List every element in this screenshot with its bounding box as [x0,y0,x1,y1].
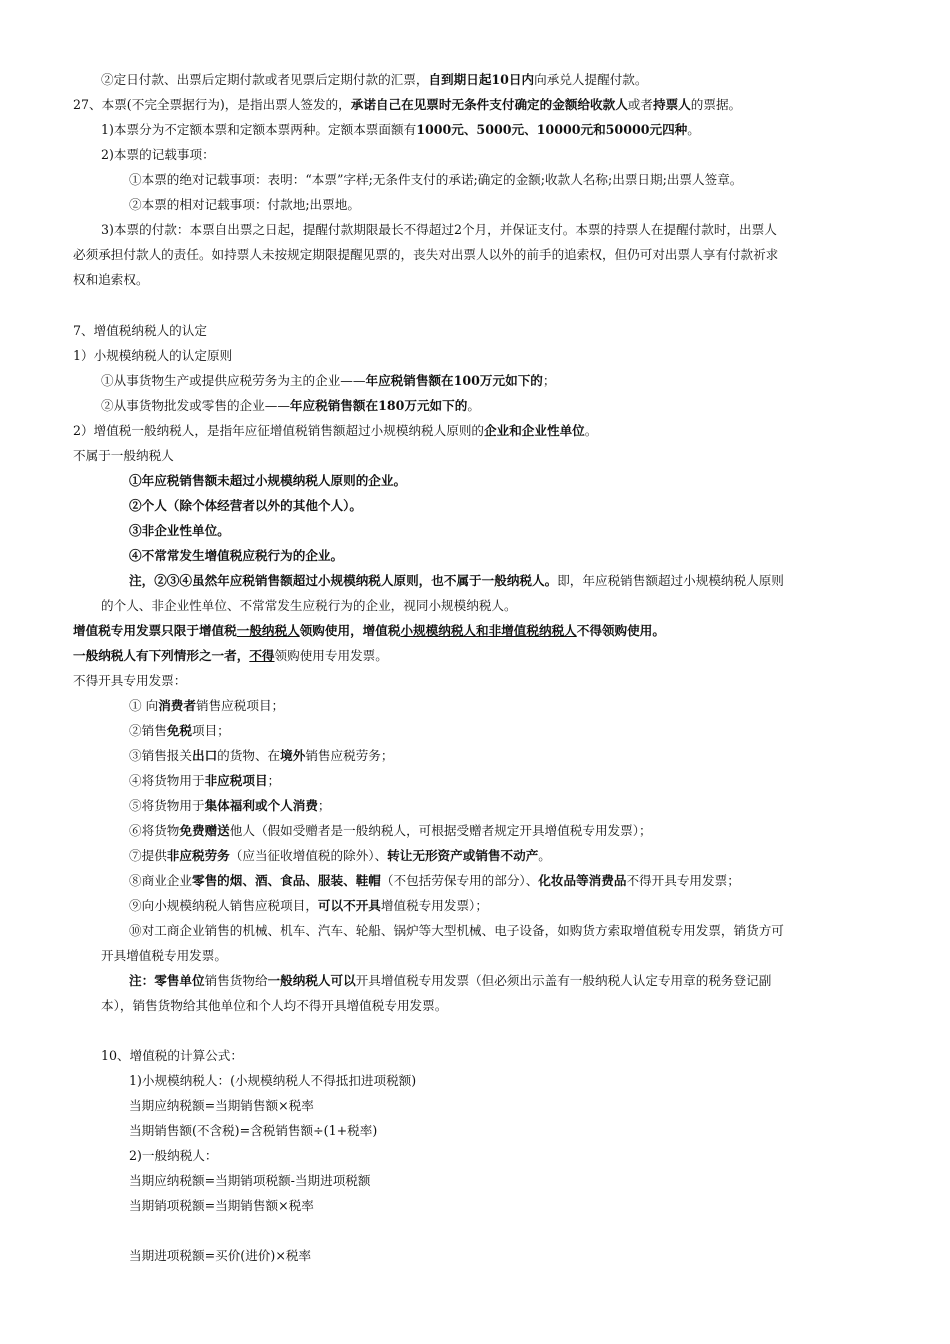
sec7-note [129,572,784,590]
sec7-n4: ④不常常发生增值税应税行为的企业。 [129,548,344,563]
underlined-text: 小规模纳税人和非增值税纳税人 [400,623,577,638]
text: 领购使用，增值税 [299,623,401,638]
text: ⑧商业企业 [129,873,192,888]
sec27-p3-line2: 必须承担付款人的责任。如持票人未按规定期限提醒见票的，丧失对出票人以外的前手的追索权，但仍可对出票人享有付款祈求 [73,247,779,262]
sec27-p2: 2)本票的记载事项： [101,147,215,162]
sec7-s1: 1）小规模纳税人的认定原则 [73,348,233,363]
bold-text: 转让无形资产或销售不动产 [387,848,539,863]
bold-text: 一般纳税人有下列情形之一者， [73,648,250,663]
text: 2）增值税一般纳税人，是指年应征增值税销售额超过小规模纳税人原则的 [73,423,485,438]
text: 。 [584,423,598,438]
bold-text: 企业和企业性单位 [484,423,585,438]
text: ①从事货物生产或提供应税劳务为主的企业—— [101,373,366,388]
text: ① 向 [129,698,159,713]
text: ； [317,798,331,813]
bold-text: 年应税销售额在180万元如下的 [289,398,468,413]
text: ③销售报关 [129,748,192,763]
sec10-s2: 2)一般纳税人： [129,1148,218,1163]
sec7-special-invoice [73,622,665,640]
bold-text: 注： [129,973,155,988]
sec10-f3: 当期应纳税额=当期销项税额-当期进项税额 [129,1173,371,1188]
sec7-c6 [129,822,652,840]
text: 或者 [627,97,653,112]
sec7-c4 [129,772,280,790]
sec27-p2-2: ②本票的相对记载事项：付款地;出票地。 [129,197,360,212]
bold-text: 化妆品等消费品 [538,873,627,888]
sec27-definition [73,96,741,114]
text: 项目； [191,723,230,738]
sec7-general [73,647,388,665]
bold-text: 免费赠送 [179,823,230,838]
sec7-c5 [129,797,331,815]
text: ； [267,773,281,788]
sec27-p3-line1: 3)本票的付款：本票自出票之日起，提醒付款期限最长不得超过2个月，并保证支付。本票的持票人在提醒付款时，出票人 [101,222,777,237]
bold-text: 自到期日起10日内 [428,72,535,87]
bold-text: 年应税销售额在100万元如下的 [365,373,543,388]
text: 增值税专用发票只限于增值税 [73,623,237,638]
text: 。 [375,648,388,663]
text: 。 [687,122,700,137]
text: 向承兑人提醒付款。 [534,72,648,87]
sec10-f4: 当期销项税额=当期销售额×税率 [129,1198,314,1213]
text: 1)本票分为不定额本票和定额本票两种。定额本票面额有 [101,122,417,137]
bold-text: 消费者 [158,698,196,713]
text: ⑨向小规模纳税人销售应税项目， [129,898,318,913]
underlined-text: 一般纳税人 [236,623,300,638]
sec7-c9 [129,897,488,915]
text: ④将货物用于 [129,773,205,788]
sec27-p1 [101,121,700,139]
sec7-c7 [129,847,551,865]
underlined-text: 不得 [249,648,275,663]
text: ； [542,373,556,388]
bold-text: 可以不开具 [317,898,381,913]
sec7-c10-line2: 开具增值税专用发票。 [101,948,227,963]
bold-text: 注，②③④虽然年应税销售额超过小规模纳税人原则，也不属于一般纳税人。 [129,573,558,588]
sec27-p2-1: ①本票的绝对记载事项：表明：“本票”字样;无条件支付的承诺;确定的金额;收款人名称;出票日期;出票人签章。 [129,172,743,187]
text: 不得开具专用发票； [626,873,740,888]
text: ⑤将货物用于 [129,798,205,813]
bold-text: 持票人 [652,97,691,112]
sec7-zhu [129,972,771,990]
text: 销售应税项目； [195,698,285,713]
sec7-c1 [129,697,284,715]
sec7-n3: ③非企业性单位。 [129,523,230,538]
bold-text: 1000元、5000元、10000元和50000元四种 [416,122,688,137]
bold-text: 非应税项目 [204,773,268,788]
sec7-s1-1 [101,372,555,390]
bold-text: 一般纳税人可以 [267,973,356,988]
text: 不得领购使用。 [576,623,665,638]
sec7-title: 7、增值税纳税人的认定 [73,323,207,338]
text: 27、本票(不完全票据行为)，是指出票人签发的， [73,97,351,112]
sec7-not-title: 不属于一般纳税人 [73,448,174,463]
sec7-c3 [129,747,393,765]
text: ②从事货物批发或零售的企业—— [101,398,290,413]
sec7-s2 [73,422,597,440]
text: 的票据。 [690,97,742,112]
sec7-s1-2 [101,397,480,415]
sec27-p3-line3: 权和追索权。 [73,272,149,287]
sec7-zhu-line2: 本），销售货物给其他单位和个人均不得开具增值税专用发票。 [101,998,448,1013]
text: ②销售 [129,723,167,738]
text: 销售应税劳务； [305,748,394,763]
bold-text: 免税 [166,723,192,738]
text: ⑥将货物 [129,823,180,838]
text: 销售货物给 [204,973,268,988]
sec7-c2 [129,722,230,740]
sec10-title: 10、增值税的计算公式： [101,1048,243,1063]
bold-text: 非应税劳务 [166,848,230,863]
text: 领购使用专用发票 [274,648,376,663]
text: 开具增值税专用发票（但必须出示盖有一般纳税人认定专用章的税务登记副 [355,973,772,988]
text: ⑦提供 [129,848,167,863]
sec7-n1: ①年应税销售额未超过小规模纳税人原则的企业。 [129,473,407,488]
bold-text: 承诺自己在见票时无条件支付确定的金额给收款人 [350,97,628,112]
text: 即，年应税销售额超过小规模纳税人原则 [557,573,784,588]
sec7-c10-line1: ⑩对工商企业销售的机械、机车、汽车、轮船、锅炉等大型机械、电子设备，如购货方索取增值税专用发票，销货方可 [129,923,784,938]
bold-text: 境外 [280,748,306,763]
sec7-n2: ②个人（除个体经营者以外的其他个人）。 [129,498,362,513]
sec7-cannot-title: 不得开具专用发票： [73,673,187,688]
sec27-item2 [101,71,647,89]
text: 他人（假如受赠者是一般纳税人，可根据受赠者规定开具增值税专用发票）； [229,823,652,838]
text: 的货物、在 [217,748,281,763]
bold-text: 零售单位 [154,973,205,988]
text: 增值税专用发票）； [380,898,488,913]
text: 。 [538,848,551,863]
text: （应当征收增值税的除外）、 [229,848,388,863]
text: （不包括劳保专用的部分）、 [380,873,539,888]
sec10-f1: 当期应纳税额=当期销售额×税率 [129,1098,314,1113]
sec7-note-line2: 的个人、非企业性单位、不常常发生应税行为的企业，视同小规模纳税人。 [101,598,517,613]
sec10-f5: 当期进项税额=买价(进价)×税率 [129,1248,312,1263]
text: 。 [467,398,480,413]
bold-text: 零售的烟、酒、食品、服装、鞋帽 [191,873,381,888]
text: ②定日付款、出票后定期付款或者见票后定期付款的汇票， [101,72,429,87]
bold-text: 出口 [191,748,218,763]
sec10-s1: 1)小规模纳税人：(小规模纳税人不得抵扣进项税额) [129,1073,417,1088]
sec10-f2: 当期销售额(不含税)=含税销售额÷(1+税率) [129,1123,378,1138]
bold-text: 集体福利或个人消费 [204,798,318,813]
sec7-c8 [129,872,740,890]
